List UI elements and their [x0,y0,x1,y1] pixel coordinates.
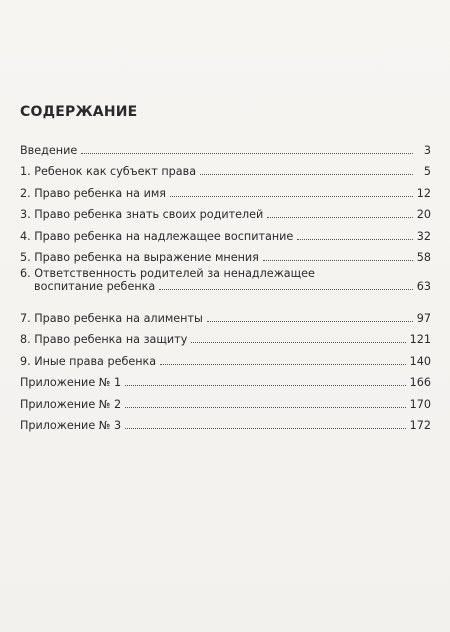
toc-page-number: 121 [409,333,431,346]
toc-entry-7[interactable] [20,303,431,325]
toc-entry-introduction[interactable] [20,135,431,157]
toc-entry-label: 8. Право ребенка на защиту [20,333,188,346]
dot-leader [125,407,406,408]
toc-page-number: 172 [409,419,431,432]
table-of-contents [20,135,431,432]
toc-page-number: 3 [423,143,431,157]
toc-entry-label-line1: 6. Ответственность родителей за ненадлежащее [20,267,315,280]
toc-entry-6[interactable] [20,264,431,303]
toc-page-number: 12 [416,186,431,200]
toc-entry-appendix-2[interactable] [20,389,431,411]
page-title: СОДЕРЖАНИЕ [20,104,138,120]
toc-page-number: 32 [416,229,431,243]
toc-entry-line2 [20,280,431,293]
dot-leader [125,385,406,386]
dot-leader [200,174,413,175]
toc-entry-label: Приложение № 3 [20,419,122,432]
dot-leader [207,321,413,322]
toc-entry-2[interactable] [20,178,431,200]
dot-leader [159,289,412,290]
toc-page-number: 170 [409,397,431,411]
toc-entry-label: 2. Право ребенка на имя [20,186,167,200]
toc-entry-3[interactable] [20,200,431,222]
toc-entry-label: 7. Право ребенка на алименты [20,311,203,325]
toc-entry-4[interactable] [20,221,431,243]
dot-leader [160,364,405,365]
toc-entry-label-line2: воспитание ребенка [34,280,156,293]
toc-entry-8[interactable] [20,325,431,347]
toc-page-number: 166 [409,376,431,389]
dot-leader [125,428,406,429]
toc-entry-label: 5. Право ребенка на выражение мнения [20,251,259,264]
toc-entry-label: 1. Ребенок как субъект права [20,165,197,178]
toc-entry-label: Приложение № 1 [20,376,122,389]
toc-entry-label: 4. Право ребенка на надлежащее воспитание [20,229,294,243]
toc-page-number: 63 [416,280,431,293]
toc-entry-9[interactable] [20,346,431,368]
toc-page-number: 97 [416,311,431,325]
dot-leader [267,217,412,218]
toc-page-number: 58 [416,251,431,264]
toc-page-number: 20 [416,208,431,221]
toc-entry-label: 9. Иные права ребенка [20,354,157,368]
dot-leader [263,260,413,261]
toc-entry-label: Приложение № 2 [20,397,122,411]
dot-leader [297,239,412,240]
toc-entry-appendix-1[interactable] [20,368,431,390]
dot-leader [170,196,413,197]
dot-leader [81,153,413,154]
toc-entry-appendix-3[interactable] [20,411,431,433]
toc-entry-5[interactable] [20,243,431,265]
toc-entry-label: 3. Право ребенка знать своих родителей [20,208,264,221]
toc-entry-label: Введение [20,143,78,157]
toc-page-number: 5 [423,165,431,178]
dot-leader [191,342,405,343]
toc-page-number: 140 [409,354,431,368]
toc-entry-1[interactable] [20,157,431,179]
